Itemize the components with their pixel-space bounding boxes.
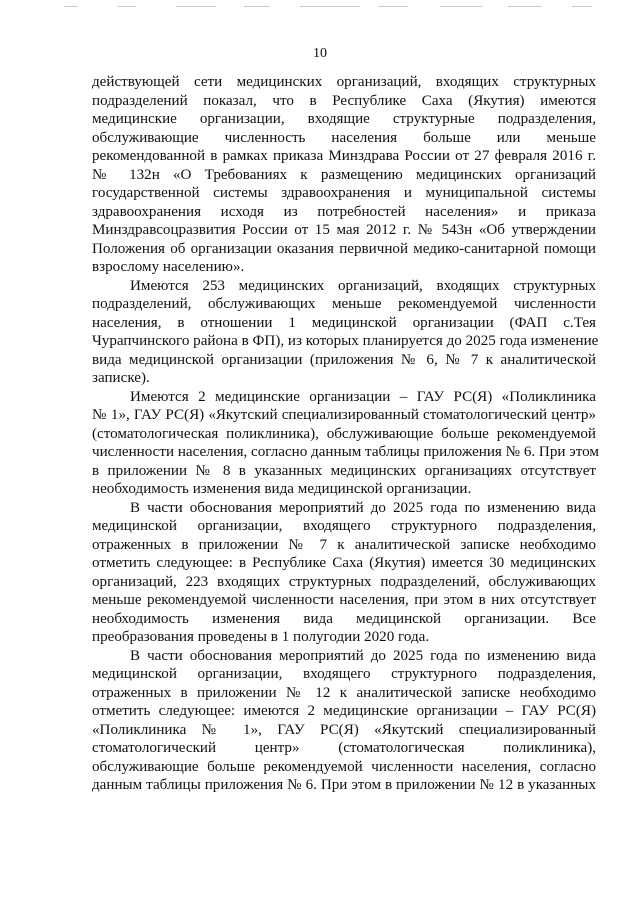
scan-mark: [300, 6, 360, 7]
scan-mark: [378, 6, 408, 7]
text-line: (стоматологическая поликлиника), обслуживающие больше рекомендуемой: [92, 425, 596, 442]
document-body: [92, 73, 599, 795]
scan-edge-artifact: [0, 0, 640, 14]
text-line: взрослому населению».: [92, 259, 245, 275]
text-line: Имеются 2 медицинские организации – ГАУ РС(Я) «Поликлиника: [130, 388, 596, 405]
text-line: медицинской организации, входящего структурного подразделения,: [92, 518, 596, 534]
text-line: подразделений показал, что в Республике Саха (Якутия) имеются: [92, 92, 596, 109]
text-line: действующей сети медицинских организаций, входящих структурных: [92, 74, 596, 90]
text-line: обслуживающие больше рекомендуемой численности населения, согласно: [92, 758, 596, 775]
text-line: Минздравсоцразвития России от 15 мая 2012 г. № 543н «Об утверждении: [92, 222, 596, 238]
paragraph: [92, 499, 596, 647]
text-line: отраженных в приложении № 12 к аналитической записке необходимо: [92, 684, 596, 701]
paragraph: [92, 277, 599, 388]
text-line: Имеются 253 медицинских организаций, входящих структурных: [130, 277, 596, 294]
scan-mark: [64, 6, 78, 7]
scan-mark: [118, 6, 136, 7]
text-line: Чурапчинского района в ФП), из которых планируется до 2025 года изменение: [92, 333, 599, 349]
paragraph: [92, 647, 596, 795]
text-line: меньше рекомендуемой численности населения, при этом в них отсутствует: [92, 592, 596, 608]
text-line: подразделений, обслуживающих меньше рекомендуемой численности: [92, 296, 596, 312]
text-line: отметить следующее: в Республике Саха (Якутия) имеется 30 медицинских: [92, 555, 596, 571]
text-line: необходимость изменения вида медицинской организации. Все: [92, 610, 596, 627]
text-line: Положения об организации оказания первичной медико-санитарной помощи: [92, 240, 596, 257]
text-line: медицинские организации, входящие структурные подразделения,: [92, 111, 596, 127]
text-line: численности населения, согласно данным таблицы приложения № 6. При этом: [92, 444, 599, 460]
text-line: отметить следующее: имеются 2 медицинские организации – ГАУ РС(Я): [92, 703, 596, 719]
paragraph: [92, 73, 596, 277]
text-line: в приложении № 8 в указанных медицинских организациях отсутствует: [92, 462, 596, 479]
text-line: государственной системы здравоохранения и муниципальной системы: [92, 185, 596, 201]
text-line: вида медицинской организации (приложения № 6, № 7 к аналитической: [92, 351, 596, 368]
text-line: В части обоснования мероприятий до 2025 года по изменению вида: [130, 499, 596, 516]
scan-mark: [572, 6, 592, 7]
text-line: медицинской организации, входящего структурного подразделения,: [92, 666, 596, 682]
text-line: здравоохранения исходя из потребностей населения» и приказа: [92, 203, 596, 220]
text-line: отраженных в приложении № 7 к аналитической записке необходимо: [92, 536, 596, 553]
text-line: организаций, 223 входящих структурных подразделений, обслуживающих: [92, 573, 596, 590]
text-line: обслуживающие численность населения больше или меньше: [92, 129, 596, 146]
text-line: № 1», ГАУ РС(Я) «Якутский специализированный стоматологический центр»: [92, 407, 596, 423]
text-line: записке).: [92, 370, 150, 386]
text-line: преобразования проведены в 1 полугодии 2020 года.: [92, 629, 430, 645]
text-line: населения, в отношении 1 медицинской организации (ФАП с.Тея: [92, 314, 596, 331]
paragraph: [92, 388, 599, 499]
scan-mark: [440, 6, 482, 7]
scan-mark: [244, 6, 270, 7]
text-line: № 132н «О Требованиях к размещению медицинских организаций: [92, 166, 596, 183]
text-line: рекомендованной в рамках приказа Минздрава России от 27 февраля 2016 г.: [92, 148, 596, 164]
text-line: необходимость изменения вида медицинской организации.: [92, 481, 472, 497]
text-line: В части обоснования мероприятий до 2025 года по изменению вида: [130, 647, 596, 664]
text-line: данным таблицы приложения № 6. При этом в приложении № 12 в указанных: [92, 777, 596, 793]
page-number: 10: [313, 46, 327, 61]
scan-mark: [508, 6, 542, 7]
text-line: стоматологический центр» (стоматологическая поликлиника),: [92, 740, 596, 756]
scan-mark: [176, 6, 216, 7]
text-line: «Поликлиника № 1», ГАУ РС(Я) «Якутский специализированный: [92, 721, 596, 738]
